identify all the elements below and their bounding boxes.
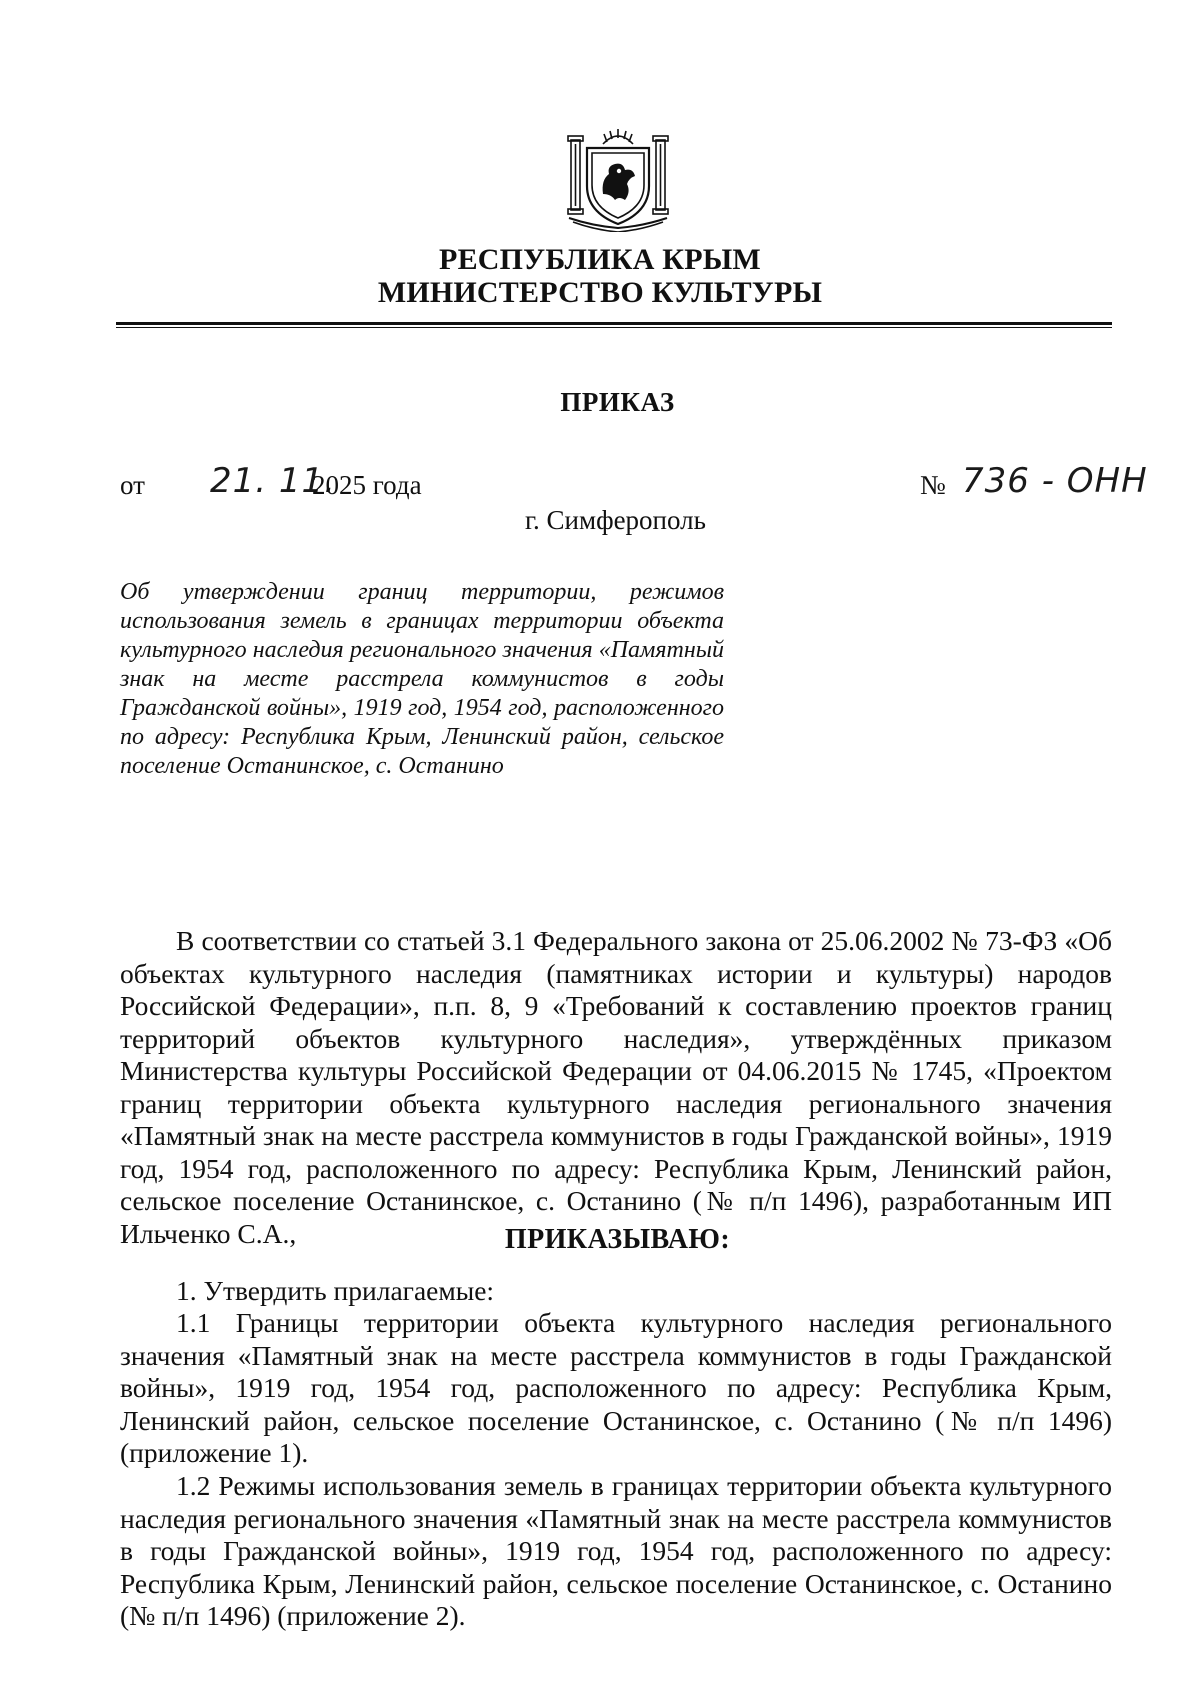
republic-title: РЕСПУБЛИКА КРЫМ (439, 243, 761, 276)
decree-heading: ПРИКАЗЫВАЮ: (504, 1224, 731, 1255)
number-prefix: № (920, 470, 946, 500)
item-1-2: 1.2 Режимы использования земель в границах территории объекта культурного наследия регионального значения «Памятный знак на месте расстрела коммунистов в годы Гражданской войны», 1919 год, 1954 год, расположенного по адресу: Республика Крым, Ленинский район, сельское поселение Останинское, с. Останино (№ п/п 1496) (приложение 2). (120, 1470, 1112, 1631)
item-1-1: 1.1 Границы территории объекта культурного наследия регионального значения «Памятный знак на месте расстрела коммунистов в годы Гражданской войны», 1919 год, 1954 год, расположенного по адресу: Республика Крым, Ленинский район, сельское поселение Останинское, с. Останино (№ п/п 1496) (приложение 1). (120, 1307, 1112, 1468)
handwritten-date: 21. 11. (210, 461, 336, 501)
header-divider-thin (116, 327, 1112, 328)
city: г. Симферополь (525, 505, 706, 535)
order-subject: Об утверждении границ территории, режимов использования земель в границах территории объекта культурного наследия регионального значения «Памятный знак на месте расстрела коммунистов в годы Гражданской войны», 1919 год, 1954 год, расположенного по адресу: Республика Крым, Ленинский район, сельское поселение Останинское, с. Останино (120, 579, 724, 779)
legal-basis-paragraph: В соответствии со статьей 3.1 Федерального закона от 25.06.2002 № 73-ФЗ «Об объектах культурного наследия (памятниках истории и культуры) народов Российской Федерации», п.п. 8, 9 «Требований к составлению проектов границ территорий объектов культурного наследия», утверждённых приказом Министерства культуры Российской Федерации от 04.06.2015 № 1745, «Проектом границ территории объекта культурного наследия регионального значения «Памятный знак на месте расстрела коммунистов в годы Гражданской войны», 1919 год, 1954 год, расположенного по адресу: Республика Крым, Ленинский район, сельское поселение Останинское, с. Останино (№ п/п 1496), разработанным ИП Ильченко С.А., (120, 925, 1112, 1249)
date-year: 2025 года (312, 470, 422, 500)
crimea-coat-of-arms-icon (563, 122, 673, 232)
handwritten-order-number: 736 - ОНН (962, 461, 1148, 501)
header-divider-thick (116, 322, 1112, 325)
ministry-title: МИНИСТЕРСТВО КУЛЬТУРЫ (377, 276, 823, 309)
order-title: ПРИКАЗ (560, 387, 675, 417)
date-prefix: от (120, 470, 145, 500)
item-1: 1. Утвердить прилагаемые: (176, 1275, 495, 1306)
